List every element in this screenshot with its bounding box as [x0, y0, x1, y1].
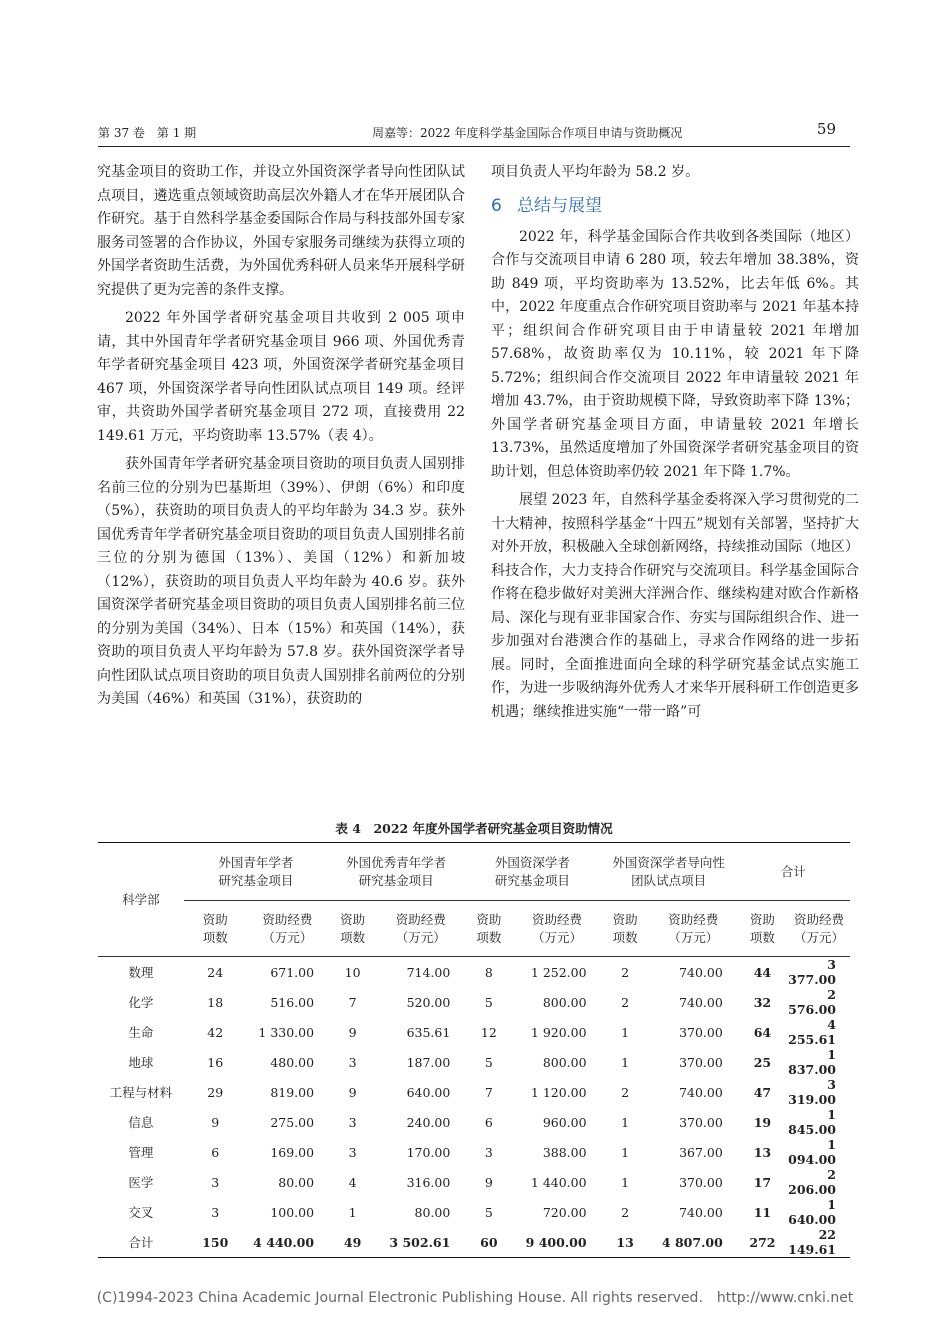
- table-row: [98, 957, 850, 988]
- count-cell: 272: [737, 1227, 788, 1258]
- funds-cell: 275.00: [270, 1114, 315, 1130]
- count-cell: 7: [348, 994, 357, 1010]
- paragraph: 2022 年，科学基金国际合作共收到各类国际（地区）合作与交流项目申请 6 280 项，较去年增加 38.38%，资助 849 项，平均资助率为 13.52%，比去年低 6%。其中，2022 年度重点合作研究项目资助率与 2021 年基本持平；组织间合作研究项目由于申请量较 2021 年增加 57.68%，故资助率仅为 10.11%，较 2021 年下降 5.72%；组织间合作交流项目 2022 年申请量较 2021 年增加 43.7%，由于资助规模下降，导致资助率下降 13%；外国学者研究基金项目方面，申请量较 2021 年增长 13.73%，虽然适度增加了外国资深学者研究基金项目的资助计划，但总体资助率仍较 2021 年下降 1.7%。: [491, 228, 859, 480]
- discipline-name: 信息: [128, 1115, 154, 1130]
- table-row: [98, 1197, 850, 1227]
- funds-cell: 1 120.00: [530, 1084, 587, 1100]
- funds-cell: 1 440.00: [530, 1174, 587, 1190]
- group-header-line: 外国青年学者: [218, 854, 294, 870]
- count-cell: 9: [211, 1114, 220, 1130]
- group-header-line: 外国资深学者: [494, 854, 570, 870]
- count-cell: 9: [348, 1024, 357, 1040]
- count-cell: 47: [753, 1084, 772, 1100]
- table-caption: 表 4 2022 年度外国学者研究基金项目资助情况: [335, 821, 613, 836]
- count-cell: 10: [344, 964, 361, 980]
- count-cell: 9: [484, 1174, 493, 1190]
- count-cell: 60: [464, 1227, 513, 1258]
- funds-cell: 740.00: [679, 964, 723, 980]
- funds-cell: 100.00: [270, 1204, 315, 1220]
- group-header: [464, 843, 600, 901]
- count-cell: 4: [348, 1174, 357, 1190]
- running-header: [98, 120, 850, 147]
- count-cell: 9: [348, 1084, 357, 1100]
- section-number: 6: [491, 195, 502, 216]
- count-subheader: [328, 901, 377, 957]
- funds-cell: 170.00: [406, 1144, 451, 1160]
- discipline-name: 地球: [128, 1055, 154, 1070]
- count-cell: 49: [328, 1227, 377, 1258]
- subheader-line: 资助: [612, 911, 638, 927]
- funds-cell: 1 094.00: [788, 1137, 836, 1167]
- funds-cell: 4 255.61: [788, 1017, 836, 1047]
- funds-cell: 4 807.00: [650, 1227, 737, 1258]
- count-cell: 17: [753, 1174, 772, 1190]
- subheader-line: 项数: [202, 929, 228, 945]
- right-column: [491, 161, 859, 724]
- left-column: [97, 161, 465, 712]
- subheader-line: 资助经费: [262, 911, 313, 927]
- count-cell: 1: [621, 1054, 630, 1070]
- funds-subheader: [513, 901, 600, 957]
- count-cell: 1: [621, 1114, 630, 1130]
- group-header-line: 外国资深学者导向性: [612, 854, 725, 870]
- funds-cell: 4 440.00: [247, 1227, 328, 1258]
- count-subheader: [601, 901, 650, 957]
- count-cell: 13: [601, 1227, 650, 1258]
- count-cell: 3: [348, 1054, 357, 1070]
- group-header-line: 研究基金项目: [218, 872, 294, 888]
- group-header: [737, 843, 850, 901]
- funds-cell: 3 377.00: [788, 957, 836, 987]
- group-header-line: 研究基金项目: [494, 872, 570, 888]
- count-cell: 3: [484, 1144, 493, 1160]
- funds-cell: 370.00: [679, 1174, 723, 1190]
- subheader-line: 资助: [476, 911, 502, 927]
- count-cell: 44: [753, 964, 772, 980]
- discipline-name: 合计: [98, 1227, 184, 1258]
- funds-cell: 240.00: [406, 1114, 451, 1130]
- funds-cell: 1 330.00: [258, 1024, 315, 1040]
- count-cell: 8: [484, 964, 493, 980]
- count-cell: 1: [348, 1204, 357, 1220]
- funds-cell: 516.00: [270, 994, 315, 1010]
- funds-cell: 740.00: [679, 1204, 723, 1220]
- count-cell: 2: [621, 964, 630, 980]
- subheader-line: 项数: [749, 929, 775, 945]
- section-heading: [491, 194, 859, 218]
- funds-cell: 1 837.00: [788, 1047, 836, 1077]
- count-cell: 1: [621, 1174, 630, 1190]
- count-cell: 64: [753, 1024, 772, 1040]
- running-title: 周嘉等：2022 年度科学基金国际合作项目申请与资助概况: [372, 126, 683, 140]
- funds-cell: 740.00: [679, 994, 723, 1010]
- discipline-name: 化学: [128, 995, 154, 1010]
- section-title: 总结与展望: [517, 195, 602, 216]
- funds-cell: 714.00: [406, 964, 451, 980]
- paragraph: 展望 2023 年，自然科学基金委将深入学习贯彻党的二十大精神，按照科学基金“十四五”规划有关部署，坚持扩大对外开放，积极融入全球创新网络，持续推动国际（地区）科技合作，大力支持合作研究与交流项目。科学基金国际合作将在稳步做好对美洲大洋洲合作、继续构建对欧合作新格局、深化与现有亚非国家合作、夯实与国际组织合作、进一步加强对台港澳合作的基础上，寻求合作网络的进一步拓展。同时，全面推进面向全球的科学研究基金试点实施工作，为进一步吸纳海外优秀人才来华开展科研工作创造更多机遇；继续推进实施“一带一路”可: [491, 492, 859, 720]
- funds-cell: 370.00: [679, 1024, 723, 1040]
- funds-cell: 819.00: [270, 1084, 315, 1100]
- count-cell: 11: [753, 1204, 772, 1220]
- funds-cell: 640.00: [406, 1084, 451, 1100]
- funds-cell: 960.00: [542, 1114, 587, 1130]
- funds-cell: 367.00: [679, 1144, 723, 1160]
- count-cell: 1: [621, 1024, 630, 1040]
- table-row: [98, 1167, 850, 1197]
- paragraph: 项目负责人平均年龄为 58.2 岁。: [491, 164, 700, 180]
- count-cell: 3: [211, 1174, 220, 1190]
- count-cell: 19: [753, 1114, 772, 1130]
- count-cell: 3: [348, 1144, 357, 1160]
- funds-cell: 370.00: [679, 1114, 723, 1130]
- subheader-line: 资助经费: [668, 911, 719, 927]
- subheader-line: 资助经费: [794, 911, 845, 927]
- row-header: 科学部: [98, 843, 184, 957]
- count-cell: 42: [207, 1024, 224, 1040]
- subheader-line: （万元）: [262, 929, 313, 945]
- count-cell: 3: [211, 1204, 220, 1220]
- count-cell: 5: [484, 994, 493, 1010]
- count-cell: 16: [207, 1054, 224, 1070]
- group-header-line: 外国优秀青年学者: [346, 854, 447, 870]
- journal-volume: 第 37 卷 第 1 期: [98, 126, 197, 140]
- subheader-line: 资助: [202, 911, 228, 927]
- funds-cell: 740.00: [679, 1084, 723, 1100]
- count-cell: 7: [484, 1084, 493, 1100]
- funds-cell: 80.00: [278, 1174, 315, 1190]
- funds-cell: 635.61: [406, 1024, 451, 1040]
- funds-subheader: [788, 901, 850, 957]
- discipline-name: 交叉: [128, 1205, 154, 1220]
- table-row: [98, 1017, 850, 1047]
- count-subheader: [184, 901, 247, 957]
- subheader-line: 项数: [476, 929, 502, 945]
- funds-cell: 3 502.61: [377, 1227, 464, 1258]
- discipline-name: 管理: [128, 1145, 154, 1160]
- funds-cell: 370.00: [679, 1054, 723, 1070]
- paragraph: 究基金项目的资助工作，并设立外国资深学者导向性团队试点项目，遴选重点领域资助高层次外籍人才在华开展团队合作研究。基于自然科学基金委国际合作局与科技部外国专家服务司签署的合作协议，外国专家服务司继续为获得立项的外国学者资助生活费，为外国优秀科研人员来华开展科学研究提供了更为完善的条件支撑。: [97, 164, 465, 298]
- page-number: 59: [816, 120, 836, 138]
- paragraph: 获外国青年学者研究基金项目资助的项目负责人国别排名前三位的分别为巴基斯坦（39%）、伊朗（6%）和印度（5%），获资助的项目负责人的平均年龄为 34.3 岁。获外国优秀青年学者研究基金项目资助的项目负责人国别排名前三位的分别为德国（13%）、美国（12%）和新加坡（12%），获资助的项目负责人平均年龄为 40.6 岁。获外国资深学者研究基金项目资助的项目负责人国别排名前三位的分别为美国（34%）、日本（15%）和英国（14%），获资助的项目负责人平均年龄为 57.8 岁。获外国资深学者导向性团队试点项目资助的项目负责人国别排名前两位的分别为美国（46%）和英国（31%），获资助的: [97, 456, 465, 707]
- count-cell: 5: [484, 1204, 493, 1220]
- group-header: [184, 843, 328, 901]
- subheader-line: 项数: [340, 929, 366, 945]
- table-row: [98, 1227, 850, 1258]
- table-row: [98, 1047, 850, 1077]
- count-cell: 18: [207, 994, 224, 1010]
- funds-cell: 480.00: [270, 1054, 315, 1070]
- funds-cell: 388.00: [542, 1144, 587, 1160]
- funds-cell: 800.00: [542, 994, 587, 1010]
- funds-cell: 2 206.00: [788, 1167, 836, 1197]
- funds-cell: 187.00: [406, 1054, 451, 1070]
- count-cell: 12: [480, 1024, 497, 1040]
- funds-cell: 2 576.00: [788, 987, 836, 1017]
- count-cell: 150: [184, 1227, 247, 1258]
- count-subheader: [464, 901, 513, 957]
- group-header-line: 研究基金项目: [358, 872, 434, 888]
- count-cell: 32: [753, 994, 772, 1010]
- count-cell: 24: [207, 964, 224, 980]
- count-subheader: [737, 901, 788, 957]
- discipline-name: 生命: [128, 1025, 154, 1040]
- subheader-line: （万元）: [794, 929, 845, 945]
- funds-cell: 800.00: [542, 1054, 587, 1070]
- funds-cell: 9 400.00: [513, 1227, 600, 1258]
- table-row: [98, 1077, 850, 1107]
- discipline-name: 工程与材料: [109, 1085, 173, 1100]
- count-cell: 29: [207, 1084, 224, 1100]
- subheader-line: 资助: [749, 911, 775, 927]
- subheader-line: （万元）: [395, 929, 446, 945]
- funds-cell: 720.00: [542, 1204, 587, 1220]
- subheader-line: 项数: [612, 929, 638, 945]
- funds-cell: 316.00: [406, 1174, 451, 1190]
- count-cell: 3: [348, 1114, 357, 1130]
- count-cell: 1: [621, 1144, 630, 1160]
- subheader-line: 资助经费: [531, 911, 582, 927]
- table-row: [98, 1107, 850, 1137]
- group-header: [328, 843, 464, 901]
- funds-subheader: [247, 901, 328, 957]
- funds-cell: 671.00: [270, 964, 315, 980]
- count-cell: 2: [621, 1204, 630, 1220]
- funds-cell: 3 319.00: [788, 1077, 836, 1107]
- group-header-line: 团队试点项目: [631, 872, 707, 888]
- funds-cell: 1 640.00: [788, 1197, 836, 1227]
- subheader-line: （万元）: [531, 929, 582, 945]
- subheader-line: （万元）: [668, 929, 719, 945]
- funds-subheader: [377, 901, 464, 957]
- group-header: [601, 843, 737, 901]
- group-header-line: 合计: [780, 863, 806, 879]
- funds-subheader: [650, 901, 737, 957]
- count-cell: 13: [753, 1144, 772, 1160]
- funds-cell: 80.00: [414, 1204, 451, 1220]
- count-cell: 2: [621, 1084, 630, 1100]
- subheader-line: 资助: [340, 911, 366, 927]
- copyright-footer: (C)1994-2023 China Academic Journal Electronic Publishing House. All rights reserved. http://www.cnki.net: [96, 1290, 854, 1306]
- funds-cell: 520.00: [406, 994, 451, 1010]
- paragraph: 2022 年外国学者研究基金项目共收到 2 005 项申请，其中外国青年学者研究基金项目 966 项、外国优秀青年学者研究基金项目 423 项，外国资深学者研究基金项目 467 项，外国资深学者导向性团队试点项目 149 项。经评审，共资助外国学者研究基金项目 272 项，直接费用 22 149.61 万元，平均资助率 13.57%（表 4）。: [97, 310, 465, 444]
- discipline-name: 医学: [128, 1175, 154, 1190]
- count-cell: 25: [753, 1054, 772, 1070]
- count-cell: 6: [484, 1114, 493, 1130]
- funds-cell: 1 252.00: [530, 964, 587, 980]
- table-row: [98, 987, 850, 1017]
- funding-table: [98, 842, 850, 1258]
- count-cell: 2: [621, 994, 630, 1010]
- table-row: [98, 1137, 850, 1167]
- funds-cell: 1 845.00: [788, 1107, 836, 1137]
- count-cell: 6: [211, 1144, 220, 1160]
- funds-cell: 22 149.61: [788, 1227, 850, 1258]
- count-cell: 5: [484, 1054, 493, 1070]
- subheader-line: 资助经费: [395, 911, 446, 927]
- funds-cell: 169.00: [270, 1144, 315, 1160]
- discipline-name: 数理: [128, 965, 154, 980]
- funds-cell: 1 920.00: [530, 1024, 587, 1040]
